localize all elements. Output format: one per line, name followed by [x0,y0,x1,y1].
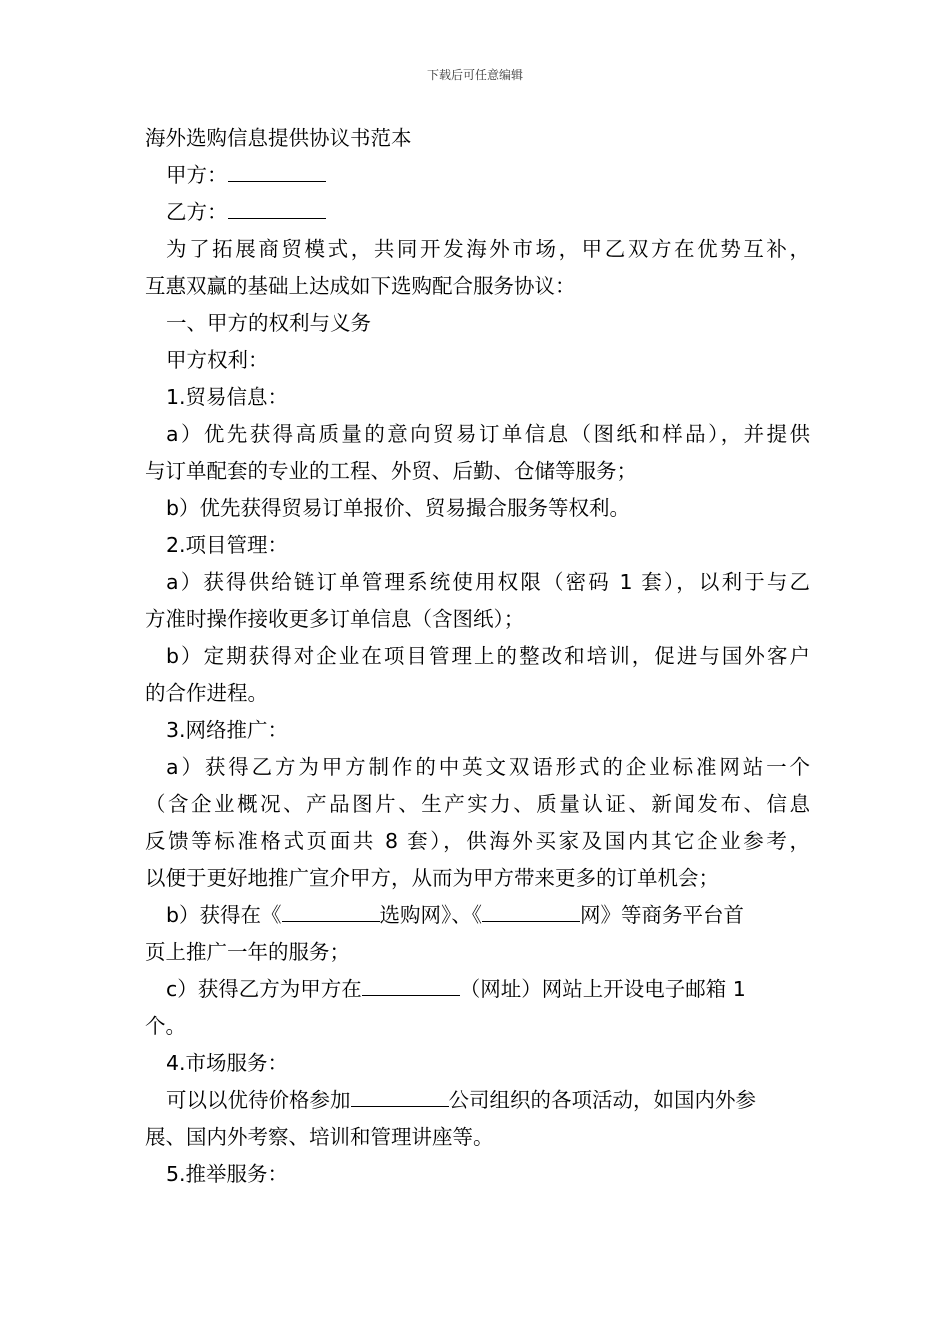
section-1-heading: 一、甲方的权利与义务 [166,311,371,335]
item-3a-line-3: 反馈等标准格式页面共 8 套），供海外买家及国内其它企业参考， [145,829,810,853]
item-4-line-2: 展、国内外考察、培训和管理讲座等。 [145,1125,494,1149]
item-1a-line-2: 与订单配套的专业的工程、外贸、后勤、仓储等服务； [145,459,637,483]
item-3c-prefix: c）获得乙方为甲方在 [166,977,362,1001]
party-a-line [145,157,810,194]
party-a-label: 甲方： [166,163,228,187]
item-4-prefix: 可以以优待价格参加 [166,1088,351,1112]
item-2b-line-2: 的合作进程。 [145,681,268,705]
item-4-line-1 [145,1082,810,1119]
item-3b-line-1 [145,897,810,934]
item-4-heading: 4.市场服务： [166,1051,289,1075]
item-1-heading: 1.贸易信息： [166,385,289,409]
item-3-heading: 3.网络推广： [166,718,289,742]
item-3c-blank [362,973,460,996]
item-3b-mid-2: 网》等商务平台首 [580,903,745,927]
item-2b-line-1: b）定期获得对企业在项目管理上的整改和培训，促进与国外客户 [166,644,810,668]
item-3a-line-4: 以便于更好地推广宣介甲方，从而为甲方带来更多的订单机会； [145,866,719,890]
item-2a-line-2: 方准时操作接收更多订单信息（含图纸）； [145,607,525,631]
item-4-suffix: 公司组织的各项活动，如国内外参 [448,1088,756,1112]
intro-paragraph-line-2: 互惠双赢的基础上达成如下选购配合服务协议： [145,274,576,298]
item-3b-line-2: 页上推广一年的服务； [145,940,350,964]
party-a-blank [228,159,326,182]
item-5-heading: 5.推举服务： [166,1162,289,1186]
item-3a-line-2: （含企业概况、产品图片、生产实力、质量认证、新闻发布、信息 [145,792,810,816]
item-3a-line-1: a）获得乙方为甲方制作的中英文双语形式的企业标准网站一个 [166,755,810,779]
rights-heading: 甲方权利： [166,348,269,372]
party-b-label: 乙方： [166,200,228,224]
item-3b-prefix: b）获得在《 [166,903,282,927]
item-2a-line-1: a）获得供给链订单管理系统使用权限（密码 1 套），以利于与乙 [166,570,810,594]
item-2-heading: 2.项目管理： [166,533,289,557]
document-title: 海外选购信息提供协议书范本 [145,126,412,150]
item-3c-line-1 [145,971,810,1008]
item-3c-suffix: （网址）网站上开设电子邮箱 1 [459,977,746,1001]
party-b-blank [228,196,326,219]
item-1b: b）优先获得贸易订单报价、贸易撮合服务等权利。 [166,496,631,520]
document-body [145,120,810,1193]
party-b-line [145,194,810,231]
item-4-blank [351,1084,449,1107]
item-3c-line-2: 个。 [145,1014,186,1038]
page-header-note: 下载后可任意编辑 [426,68,523,82]
item-3b-mid-1: 选购网》、《 [379,903,483,927]
item-3b-blank-1 [282,899,380,922]
intro-paragraph-line-1: 为了拓展商贸模式，共同开发海外市场，甲乙双方在优势互补， [166,237,810,261]
item-1a-line-1: a）优先获得高质量的意向贸易订单信息（图纸和样品），并提供 [166,422,810,446]
item-3b-blank-2 [482,899,580,922]
